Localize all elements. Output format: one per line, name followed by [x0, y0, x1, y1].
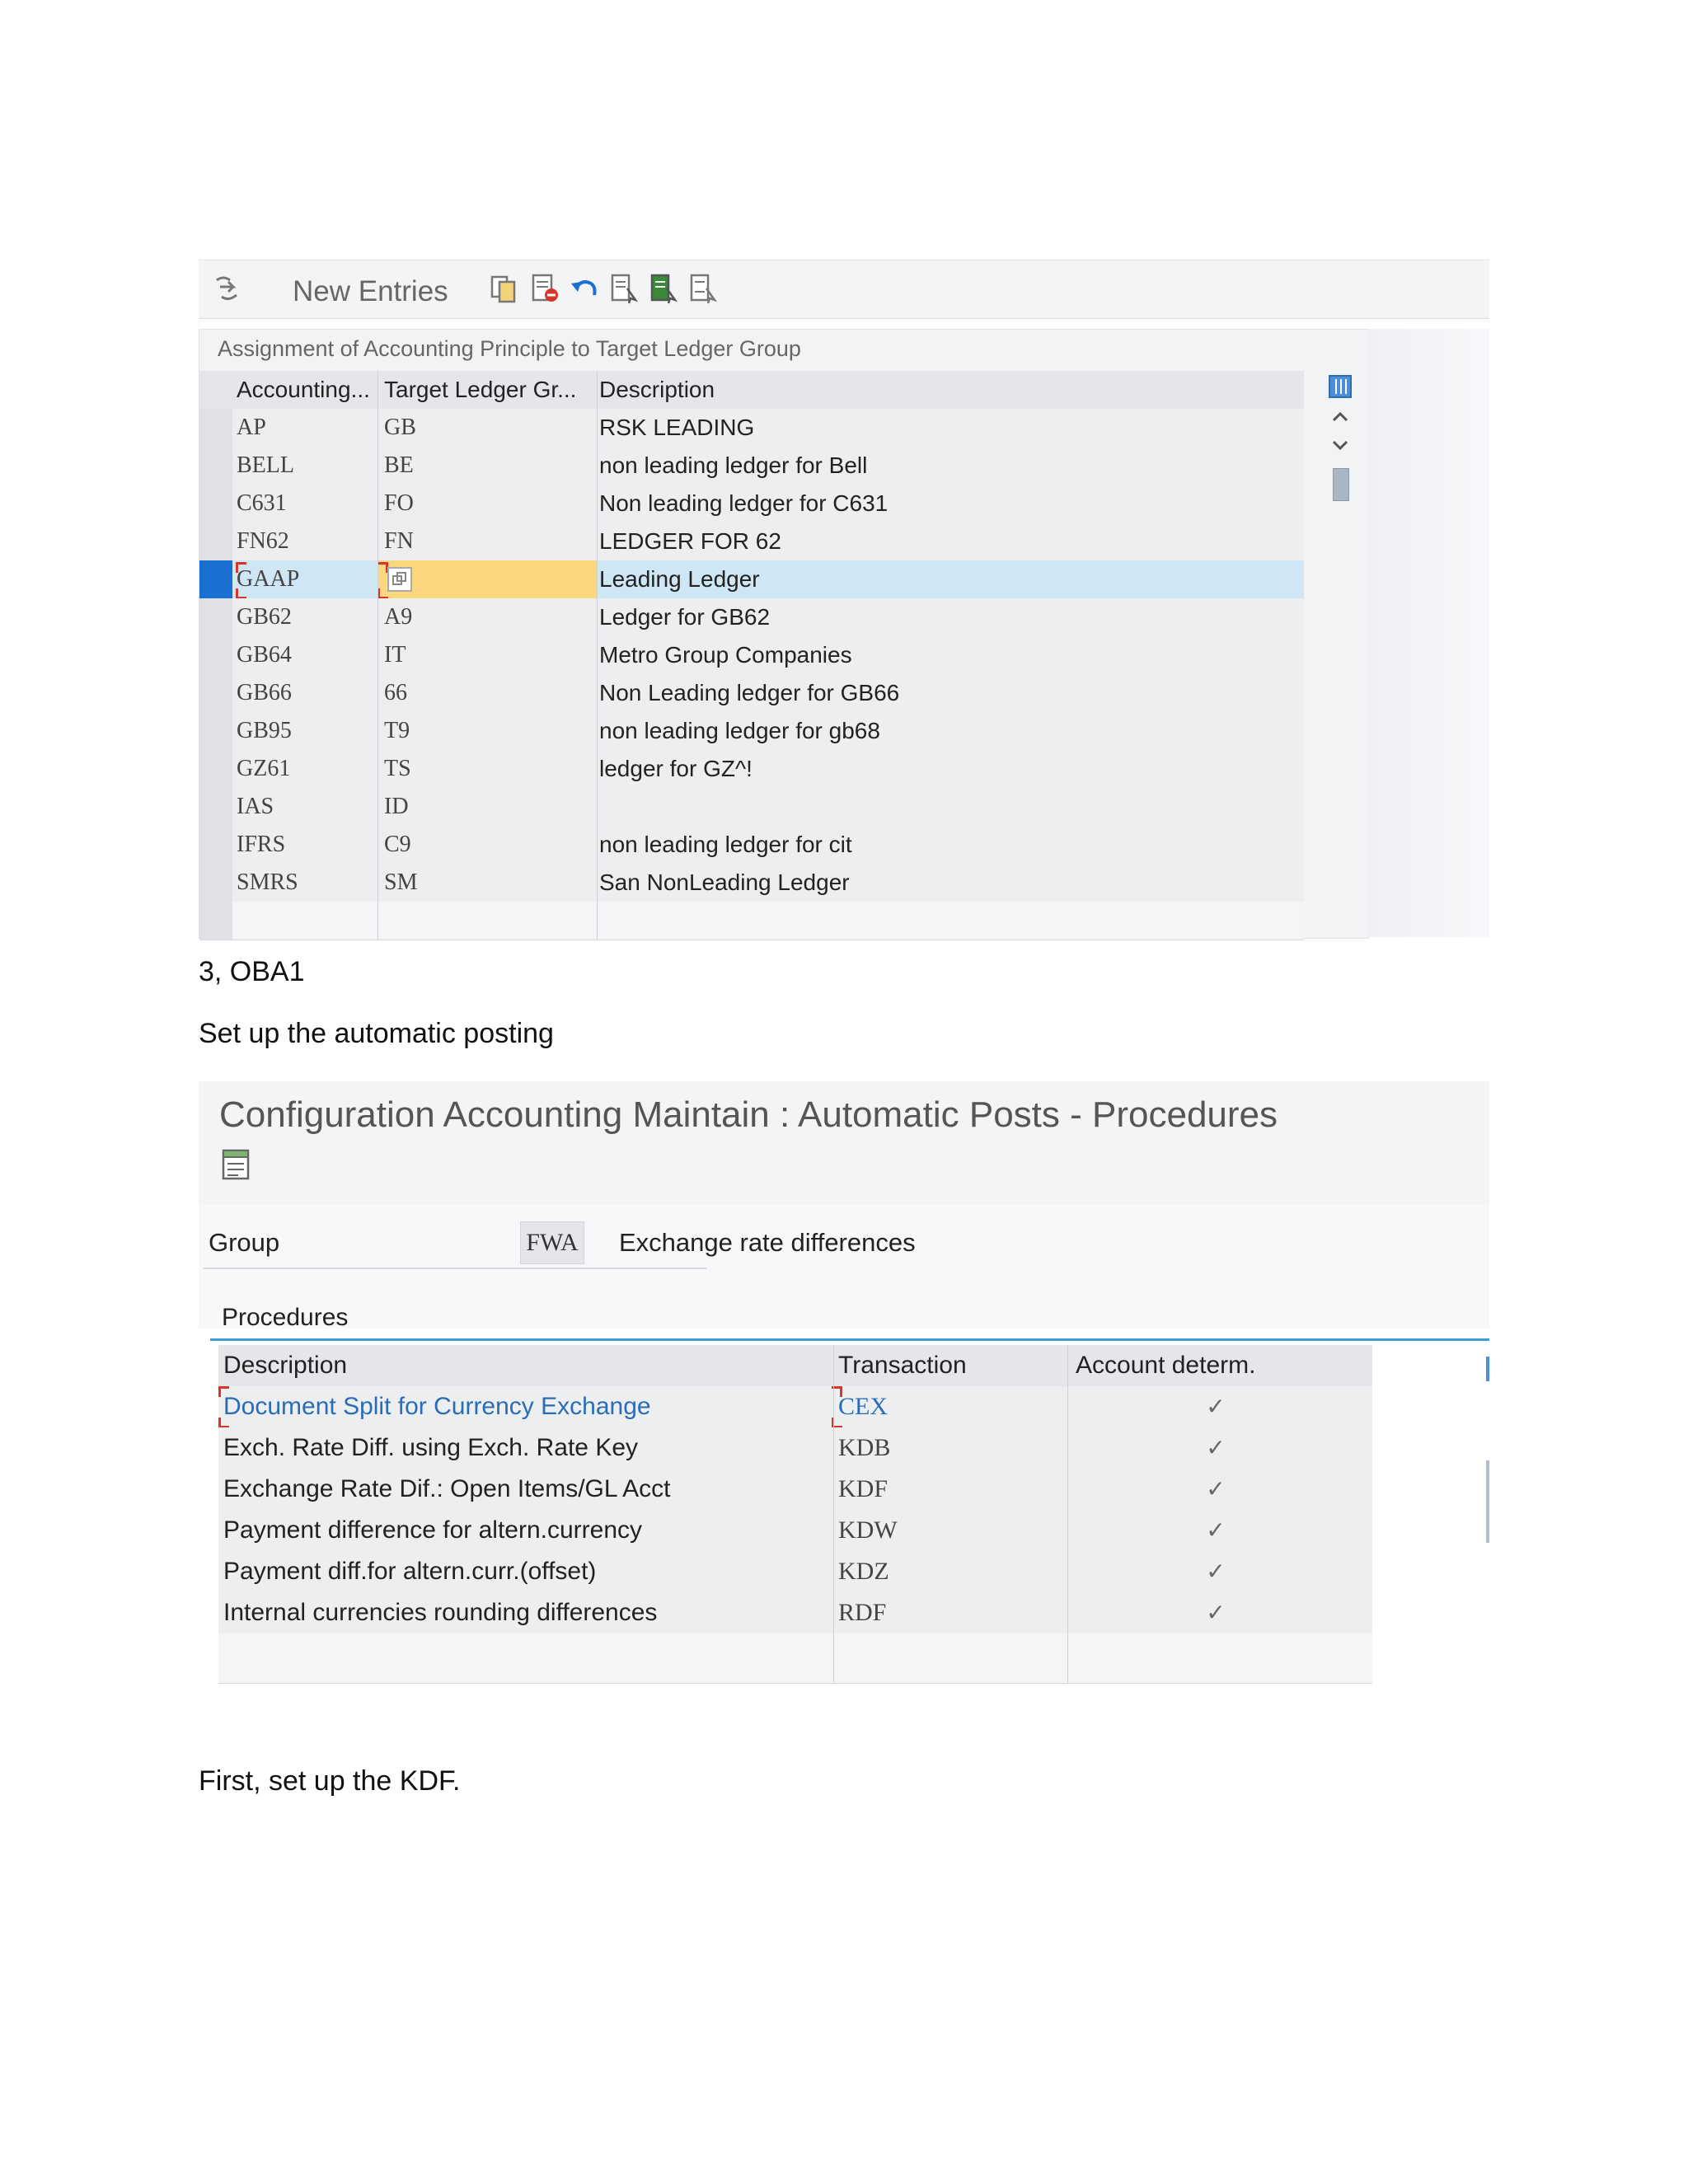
cell-accounting[interactable]: AP — [237, 415, 266, 440]
new-entries-button[interactable]: New Entries — [293, 275, 448, 307]
table-row[interactable] — [199, 409, 1304, 448]
scroll-thumb[interactable] — [1333, 468, 1349, 501]
group-description: Exchange rate differences — [619, 1228, 916, 1257]
table-header — [218, 1345, 1372, 1387]
row-selector[interactable] — [199, 864, 232, 902]
procedures-title: Procedures — [222, 1304, 349, 1331]
scroll-thumb[interactable] — [1486, 1460, 1489, 1543]
cell-description — [599, 788, 1300, 826]
group-label: Group — [209, 1228, 280, 1257]
row-selector[interactable] — [199, 598, 232, 636]
table-row[interactable] — [199, 712, 1304, 751]
cell-target-ledger[interactable]: C9 — [384, 832, 411, 857]
cell-description[interactable]: Payment difference for altern.currency — [223, 1516, 643, 1544]
value-help-icon[interactable] — [387, 567, 412, 592]
display-change-icon[interactable] — [212, 272, 245, 305]
cell-target-ledger[interactable]: BE — [384, 452, 414, 478]
table-row-selected[interactable] — [199, 560, 1304, 599]
cell-accounting[interactable]: C631 — [237, 490, 287, 516]
row-selector[interactable] — [199, 560, 232, 598]
scroll-up-icon[interactable] — [1331, 410, 1349, 424]
cell-account-determ[interactable] — [1059, 1633, 1372, 1675]
row-selector[interactable] — [199, 674, 232, 712]
delete-icon[interactable] — [528, 272, 561, 305]
cell-transaction[interactable]: KDB — [838, 1434, 891, 1461]
row-selector[interactable] — [199, 826, 232, 864]
cell-accounting[interactable]: IFRS — [237, 832, 286, 857]
cell-target-ledger[interactable]: 66 — [384, 680, 407, 705]
row-selector[interactable] — [199, 788, 232, 826]
table-row[interactable] — [218, 1427, 1372, 1469]
cell-description[interactable]: Internal currencies rounding differences — [223, 1599, 658, 1626]
cell-accounting[interactable] — [237, 902, 377, 940]
table-row[interactable] — [218, 1510, 1372, 1552]
cell-transaction[interactable]: KDZ — [838, 1558, 889, 1585]
target-ledger-input[interactable] — [377, 560, 597, 598]
cell-target-ledger[interactable]: GB — [384, 415, 416, 440]
cell-target-ledger[interactable]: ID — [384, 794, 409, 819]
cell-target-ledger[interactable]: T9 — [384, 718, 410, 743]
cell-target-ledger[interactable]: SM — [384, 869, 418, 895]
table-row[interactable] — [218, 1551, 1372, 1593]
table-row[interactable] — [199, 485, 1304, 523]
cell-target-ledger[interactable] — [384, 902, 590, 940]
cell-description: Leading Ledger — [599, 566, 760, 592]
select-block-icon[interactable] — [647, 272, 680, 305]
checkbox-icon[interactable]: ✓ — [1206, 1476, 1226, 1502]
checkbox-icon[interactable]: ✓ — [1206, 1435, 1226, 1460]
cell-description: Ledger for GB62 — [599, 604, 771, 630]
row-selector[interactable] — [199, 409, 232, 447]
side-area — [1367, 329, 1489, 937]
col-account-determ[interactable]: Account determ. — [1076, 1352, 1256, 1379]
col-target-ledger[interactable]: Target Ledger Gr... — [384, 377, 577, 402]
procedures-divider — [210, 1338, 1489, 1341]
cell-description[interactable] — [223, 1633, 833, 1675]
col-accounting[interactable]: Accounting... — [237, 377, 370, 402]
table-row[interactable] — [199, 598, 1304, 637]
row-selector[interactable] — [199, 447, 232, 485]
cell-accounting[interactable]: IAS — [237, 794, 274, 819]
table-header — [199, 371, 1304, 410]
cell-description: Non Leading ledger for GB66 — [599, 680, 900, 705]
cell-transaction[interactable]: KDW — [838, 1516, 898, 1544]
table-row[interactable] — [218, 1469, 1372, 1511]
table-row[interactable] — [199, 636, 1304, 675]
cell-transaction[interactable]: CEX — [838, 1393, 888, 1420]
cell-description: LEDGER FOR 62 — [599, 528, 781, 554]
cell-accounting[interactable]: GAAP — [237, 566, 300, 592]
col-description[interactable]: Description — [223, 1352, 348, 1379]
cell-transaction[interactable]: KDF — [838, 1475, 889, 1502]
cell-transaction[interactable] — [838, 1633, 1061, 1675]
row-selector[interactable] — [199, 902, 232, 940]
checkbox-icon[interactable]: ✓ — [1206, 1394, 1226, 1419]
row-selector[interactable] — [199, 485, 232, 523]
checkbox-icon[interactable]: ✓ — [1206, 1558, 1226, 1584]
cell-description: RSK LEADING — [599, 415, 755, 440]
select-all-icon[interactable] — [607, 272, 640, 305]
step-heading: 3, OBA1 — [199, 956, 305, 987]
table-row[interactable] — [218, 1592, 1372, 1634]
cell-accounting[interactable]: SMRS — [237, 869, 298, 895]
cell-description: Non leading ledger for C631 — [599, 490, 889, 516]
table-row[interactable] — [199, 447, 1304, 485]
cell-accounting[interactable]: FN62 — [237, 528, 289, 554]
cell-description[interactable]: Exchange Rate Dif.: Open Items/GL Acct — [223, 1475, 671, 1502]
navigation-icon[interactable] — [220, 1147, 253, 1183]
cell-target-ledger[interactable]: A9 — [384, 604, 413, 630]
col-transaction[interactable]: Transaction — [838, 1352, 967, 1379]
cell-description: Metro Group Companies — [599, 642, 852, 668]
cell-accounting[interactable]: BELL — [237, 452, 294, 478]
table-row[interactable] — [199, 788, 1304, 827]
undo-icon[interactable] — [568, 272, 601, 305]
table-row[interactable] — [199, 864, 1304, 902]
table-row[interactable] — [199, 750, 1304, 789]
cell-accounting[interactable]: GZ61 — [237, 756, 291, 781]
row-selector[interactable] — [199, 523, 232, 560]
table-row[interactable] — [199, 674, 1304, 713]
table-row[interactable] — [199, 826, 1304, 865]
cell-transaction[interactable]: RDF — [838, 1599, 887, 1626]
cell-accounting[interactable]: GB66 — [237, 680, 292, 705]
column-settings-edge[interactable] — [1486, 1357, 1489, 1381]
row-selector[interactable] — [199, 712, 232, 750]
row-selector[interactable] — [199, 636, 232, 674]
table-row-selected[interactable] — [218, 1386, 1372, 1428]
scroll-down-icon[interactable] — [1331, 438, 1349, 452]
cell-target-ledger[interactable]: FN — [384, 528, 414, 554]
column-settings-icon[interactable] — [1328, 374, 1353, 399]
cell-description: ledger for GZ^! — [599, 756, 753, 781]
col-description[interactable]: Description — [599, 377, 715, 402]
cell-target-ledger[interactable]: TS — [384, 756, 411, 781]
checkbox-icon[interactable]: ✓ — [1206, 1517, 1226, 1543]
ledger-assignment-screenshot — [199, 260, 1489, 937]
row-selector[interactable] — [199, 750, 232, 788]
group-section — [199, 1205, 1489, 1329]
table-scrollbar[interactable] — [1325, 371, 1354, 940]
cell-description: San NonLeading Ledger — [599, 869, 850, 895]
cell-accounting[interactable]: GB95 — [237, 718, 292, 743]
cell-target-ledger[interactable]: IT — [384, 642, 406, 668]
cell-description[interactable]: Document Split for Currency Exchange — [223, 1393, 651, 1420]
cell-description[interactable]: Payment diff.for altern.curr.(offset) — [223, 1558, 597, 1585]
cell-description: non leading ledger for Bell — [599, 452, 868, 478]
automatic-posts-screenshot — [199, 1081, 1489, 1683]
cell-description: non leading ledger for gb68 — [599, 718, 880, 743]
group-field[interactable]: FWA — [520, 1221, 584, 1264]
toolbar — [199, 260, 1489, 319]
cell-description — [599, 902, 1300, 940]
table-row[interactable] — [199, 523, 1304, 561]
cell-target-ledger[interactable]: FO — [384, 490, 414, 516]
cell-accounting[interactable]: GB62 — [237, 604, 292, 630]
cell-description[interactable]: Exch. Rate Diff. using Exch. Rate Key — [223, 1434, 639, 1461]
deselect-all-icon[interactable] — [687, 272, 720, 305]
setup-text: Set up the automatic posting — [199, 1018, 554, 1049]
table-row-empty[interactable] — [199, 902, 1304, 940]
cell-description: non leading ledger for cit — [599, 832, 852, 857]
screen-title: Configuration Accounting Maintain : Automatic Posts - Procedures — [219, 1094, 1278, 1135]
assignment-panel — [199, 329, 1369, 939]
checkbox-icon[interactable]: ✓ — [1206, 1600, 1226, 1625]
screen-header — [199, 1081, 1489, 1206]
copy-icon[interactable] — [487, 272, 520, 305]
table-row-empty[interactable] — [218, 1633, 1372, 1684]
first-step-text: First, set up the KDF. — [199, 1765, 461, 1797]
cell-accounting[interactable]: GB64 — [237, 642, 292, 668]
panel-title: Assignment of Accounting Principle to Target Ledger Group — [218, 336, 801, 361]
